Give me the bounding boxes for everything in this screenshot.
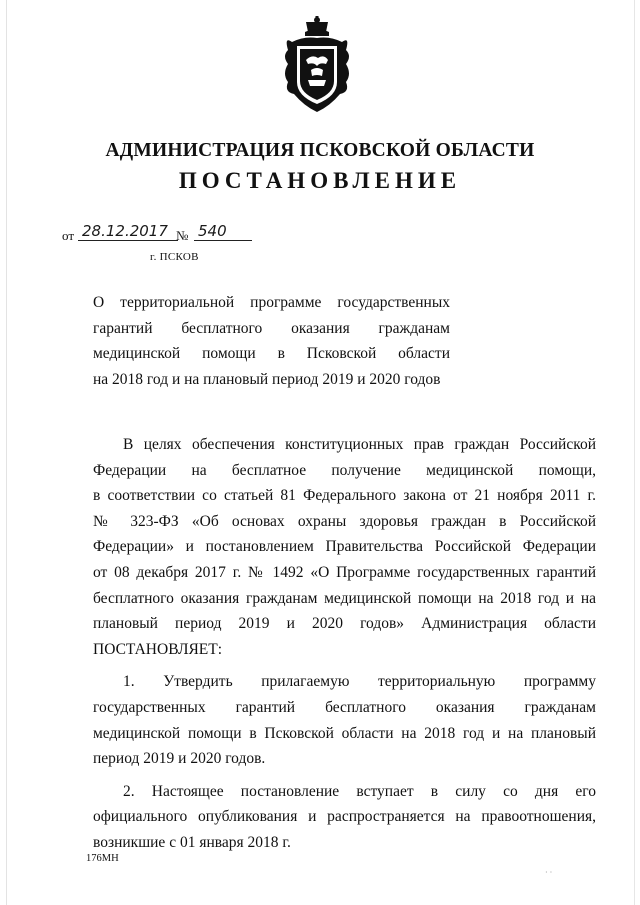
city-label: г. ПСКОВ [150, 251, 199, 263]
body-line: ПОСТАНОВЛЯЕТ: [93, 640, 223, 658]
scan-edge-right [634, 0, 635, 905]
subject-line: медицинской помощи в Псковской области [93, 345, 450, 362]
body-line: Федерации на бесплатное получение медицинской помощи, [93, 461, 596, 479]
body-line: период 2019 и 2020 годов. [93, 750, 266, 768]
scan-edge-left [6, 0, 7, 905]
subject-line: О территориальной программе государственных [93, 294, 450, 311]
handwritten-date: 28.12.2017 [78, 222, 178, 241]
body-line: государственных гарантий бесплатного оказания гражданам [93, 698, 596, 716]
body-line: официального опубликования и распространяется на правоотношения, [93, 808, 596, 826]
body-line: 1. Утвердить прилагаемую территориальную программу [123, 673, 596, 691]
body-line: возникшие с 01 января 2018 г. [93, 833, 291, 851]
document-code: 176МН [86, 853, 119, 864]
body-line: медицинской помощи в Псковской области на 2018 год и на плановый [93, 724, 596, 742]
scan-speck-mark: · · [545, 868, 553, 877]
subject-line: на 2018 год и на плановый период 2019 и 2020 годов [93, 370, 441, 388]
body-line: плановый период 2019 и 2020 годов» Администрация области [93, 615, 596, 633]
document-body [93, 432, 596, 856]
body-line: бесплатного оказания гражданам медицинской помощи на 2018 год и на [93, 589, 596, 607]
document-type: ПОСТАНОВЛЕНИЕ [178, 168, 462, 193]
item-2-paragraph [93, 779, 596, 856]
organization-name: АДМИНИСТРАЦИЯ ПСКОВСКОЙ ОБЛАСТИ [105, 140, 535, 161]
body-line: 2. Настоящее постановление вступает в силу со дня его [123, 782, 596, 800]
item-1-paragraph [93, 669, 596, 771]
number-prefix: № [176, 228, 189, 243]
body-line: В целях обеспечения конституционных прав граждан Российской [123, 436, 596, 453]
body-line: от 08 декабря 2017 г. № 1492 «О Программе государственных гарантий [93, 563, 596, 581]
coat-of-arms-icon [278, 16, 356, 116]
handwritten-number: 540 [194, 222, 252, 241]
date-prefix: от [62, 228, 75, 243]
preamble-paragraph [93, 432, 596, 662]
subject-line: гарантий бесплатного оказания гражданам [93, 319, 450, 337]
document-subject [93, 290, 450, 392]
body-line: в соответствии со статьей 81 Федерального закона от 21 ноября 2011 г. [93, 487, 596, 505]
body-line: № 323-ФЗ «Об основах охраны здоровья граждан в Российской [93, 512, 596, 530]
body-line: Федерации» и постановлением Правительства Российской Федерации [93, 538, 596, 556]
